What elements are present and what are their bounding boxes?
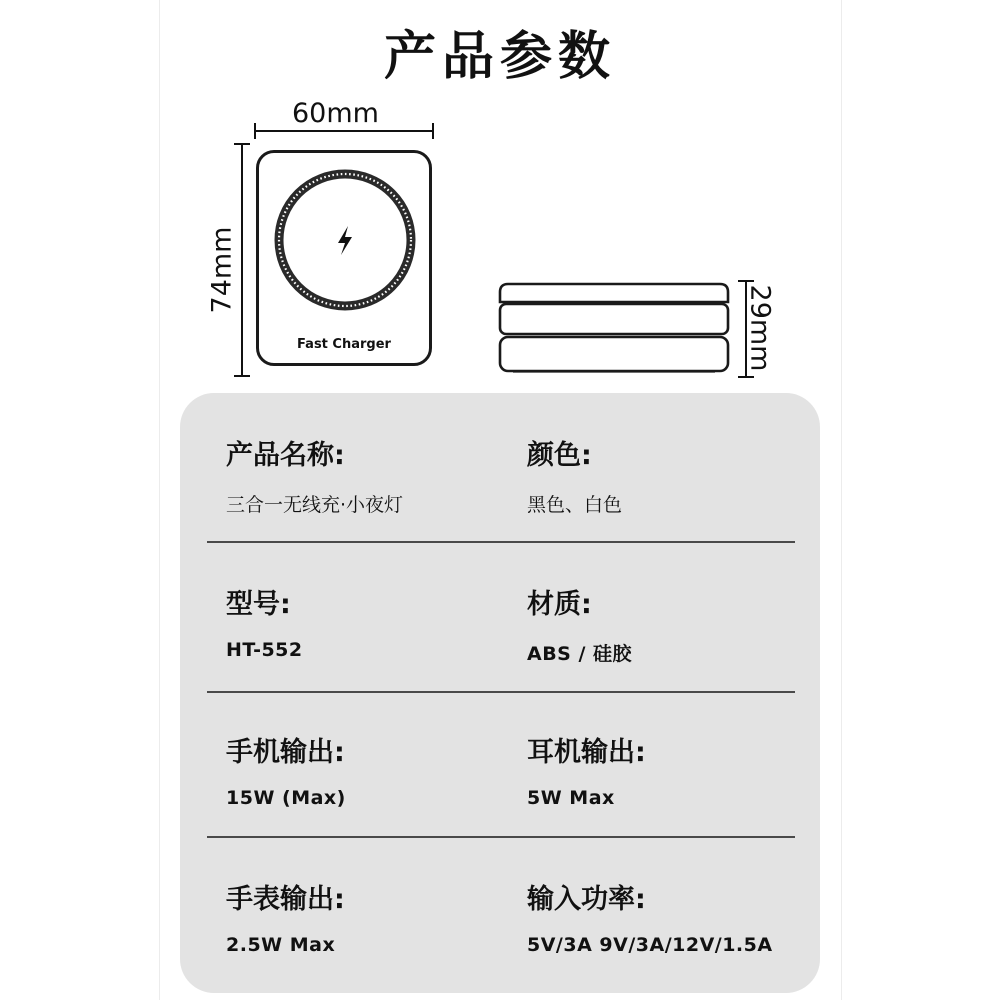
product-name-value: 三合一无线充·小夜灯 bbox=[226, 494, 404, 516]
spec-panel bbox=[180, 393, 820, 993]
material-label: 材质: bbox=[527, 589, 592, 620]
material-value: ABS / 硅胶 bbox=[527, 643, 633, 665]
phone-output-value: 15W (Max) bbox=[226, 787, 346, 809]
width-tick-right bbox=[432, 123, 434, 139]
page-title: 产品参数 bbox=[383, 27, 616, 87]
height-tick-bottom bbox=[234, 375, 250, 377]
spec-model bbox=[226, 582, 303, 661]
lightning-bolt-icon bbox=[338, 226, 352, 255]
spec-product-name bbox=[226, 433, 403, 517]
spec-watch-output bbox=[226, 877, 345, 956]
product-name-label: 产品名称: bbox=[226, 440, 345, 471]
earbuds-output-label: 耳机输出: bbox=[527, 737, 646, 768]
color-label: 颜色: bbox=[527, 440, 592, 471]
height-dimension-label: 74mm bbox=[206, 226, 238, 314]
divider-1 bbox=[207, 541, 795, 543]
thickness-dimension-label: 29mm bbox=[744, 284, 776, 372]
divider-3 bbox=[207, 836, 795, 838]
model-value: HT-552 bbox=[226, 639, 303, 661]
height-dimension-line bbox=[241, 144, 243, 376]
earbuds-output-value: 5W Max bbox=[527, 787, 615, 809]
divider-2 bbox=[207, 691, 795, 693]
height-tick-top bbox=[234, 143, 250, 145]
spec-phone-output bbox=[226, 730, 346, 809]
width-dimension-label: 60mm bbox=[292, 98, 379, 129]
color-value: 黑色、白色 bbox=[527, 494, 623, 516]
device-side-view bbox=[497, 281, 731, 376]
spec-material bbox=[527, 582, 632, 666]
right-guide-line bbox=[841, 0, 842, 1000]
thickness-tick-bottom bbox=[738, 376, 754, 378]
spec-color bbox=[527, 433, 622, 517]
width-dimension-line bbox=[255, 130, 433, 132]
input-power-value: 5V/3A 9V/3A/12V/1.5A bbox=[527, 934, 773, 956]
charging-pad-graphic bbox=[259, 153, 429, 363]
watch-output-value: 2.5W Max bbox=[226, 934, 336, 956]
phone-output-label: 手机输出: bbox=[226, 737, 345, 768]
input-power-label: 输入功率: bbox=[527, 884, 646, 915]
thickness-tick-top bbox=[738, 280, 754, 282]
spec-input-power bbox=[527, 877, 773, 956]
fast-charger-label: Fast Charger bbox=[297, 337, 391, 352]
model-label: 型号: bbox=[226, 589, 291, 620]
width-tick-left bbox=[254, 123, 256, 139]
left-guide-line bbox=[159, 0, 160, 1000]
device-front-view bbox=[256, 150, 432, 366]
spec-earbuds-output bbox=[527, 730, 646, 809]
watch-output-label: 手表输出: bbox=[226, 884, 345, 915]
